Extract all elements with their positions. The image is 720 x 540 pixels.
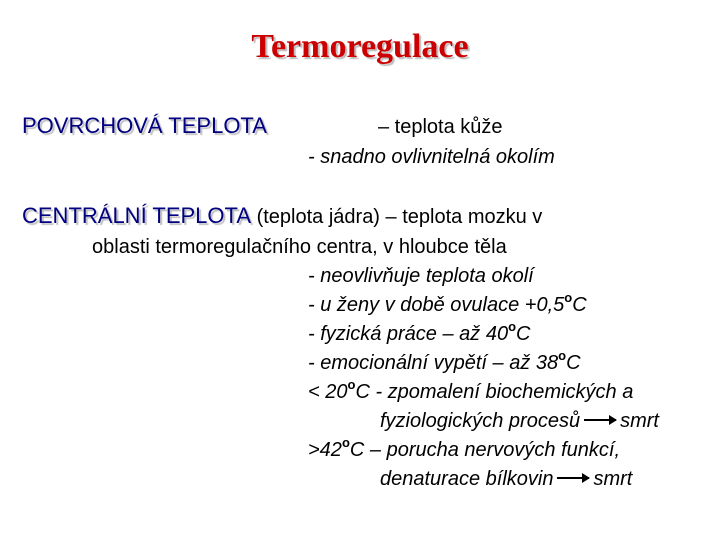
list-item: denaturace bílkovin smrt [380, 468, 633, 490]
degree-symbol: o [347, 377, 356, 392]
central-temperature-line [22, 203, 542, 229]
degree-symbol: o [564, 290, 573, 305]
central-temperature-location: oblasti termoregulačního centra, v hloubce těla [92, 236, 507, 258]
list-item: - emocionální vypětí – až 38$^o$C [308, 348, 581, 374]
surface-temperature-note: - snadno ovlivnitelná okolím [308, 146, 555, 168]
degree-symbol: o [508, 319, 517, 334]
central-temperature-heading: CENTRÁLNÍ TEPLOTA [22, 203, 252, 228]
central-temperature-definition: (teplota jádra) – teplota mozku v [251, 206, 543, 228]
list-item: < $20^oC$ - zpomalení biochemických a [308, 377, 634, 403]
list-item: fyziologických procesů smrt [380, 410, 659, 432]
degree-symbol: o [341, 435, 350, 450]
page-title: Termoregulace [251, 28, 469, 65]
list-item: - fyzická práce – až 40$^o$C [308, 319, 531, 345]
list-item: - neovlivňuje teplota okolí [308, 265, 534, 287]
right-arrow-icon [584, 419, 616, 421]
list-item: - u ženy v době ovulace $+0,5^oC$ [308, 290, 587, 316]
surface-temperature-heading: POVRCHOVÁ TEPLOTA [22, 113, 267, 138]
list-item: $>42^oC$ – porucha nervových funkcí, [308, 435, 621, 461]
surface-temperature-definition: – teplota kůže [378, 116, 503, 138]
right-arrow-icon [557, 477, 589, 479]
degree-symbol: o [558, 348, 567, 363]
